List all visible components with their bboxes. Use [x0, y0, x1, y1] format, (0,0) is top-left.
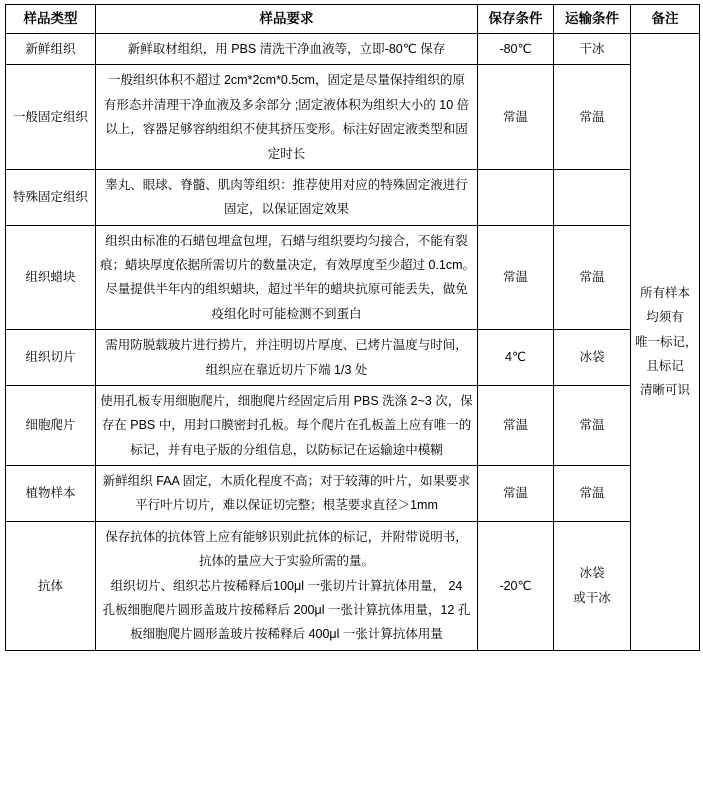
requirement-line: 抗体的量应大于实验所需的量。 [198, 554, 374, 569]
requirement-line: 平行叶片切片，难以保证切完整；根茎要求直径＞1mm [135, 498, 438, 513]
table-row [6, 466, 700, 522]
cell-storage-condition [478, 385, 554, 465]
cell-sample-requirement [96, 521, 478, 650]
table-row [6, 225, 700, 330]
requirement-line: 固定，以保证固定效果 [223, 202, 349, 217]
requirement-line: 疫组化时可能检测不到蛋白 [211, 306, 362, 321]
column-header-sample-requirement: 样品要求 [96, 5, 478, 34]
requirement-line: 孔板细胞爬片圆形盖玻片按稀释后 200μl 一张计算抗体用量，12 孔 [102, 602, 471, 617]
requirement-line: 痕；蜡块厚度依据所需切片的数量决定，有效厚度至少超过 0.1cm。 [100, 258, 476, 272]
transport-line: 常温 [579, 270, 605, 285]
transport-line: 常温 [579, 109, 605, 124]
table-row [6, 330, 700, 386]
table-row [6, 65, 700, 170]
cell-storage-condition [478, 169, 554, 225]
table-row [6, 521, 700, 650]
requirement-line: 组织由标准的石蜡包埋盒包埋，石蜡与组织要均匀接合，不能有裂 [105, 233, 468, 248]
cell-storage-condition [478, 521, 554, 650]
cell-sample-type: 特殊固定组织 [6, 169, 96, 225]
transport-line: 冰袋 [579, 350, 605, 365]
table-body [6, 34, 700, 651]
requirement-line: 组织应在靠近切片下端 1/3 处 [205, 362, 368, 377]
table-row [6, 169, 700, 225]
cell-transport-condition [554, 169, 631, 225]
requirement-line: 睾丸、眼球、脊髓、肌肉等组织：推荐使用对应的特殊固定液进行 [105, 177, 468, 192]
cell-sample-requirement [96, 34, 478, 65]
cell-storage-condition [478, 34, 554, 65]
cell-sample-type: 抗体 [6, 521, 96, 650]
storage-line: -80℃ [499, 42, 532, 56]
requirement-line: 标记，并有电子版的分组信息，以防标记在运输途中模糊 [130, 442, 443, 457]
requirement-line: 新鲜组织 FAA 固定，木质化程度不高；对于较薄的叶片，如果要求 [102, 474, 471, 488]
storage-line: 常温 [502, 109, 528, 124]
header-row [6, 5, 700, 34]
storage-line: 常温 [502, 418, 528, 433]
transport-line: 干冰 [579, 42, 605, 56]
requirement-line: 使用孔板专用细胞爬片，细胞爬片经固定后用 PBS 洗涤 2~3 次，保 [100, 393, 473, 408]
cell-storage-condition [478, 466, 554, 522]
transport-line: 或干冰 [573, 590, 611, 605]
cell-sample-requirement [96, 330, 478, 386]
cell-sample-requirement [96, 466, 478, 522]
table-row [6, 34, 700, 65]
cell-transport-condition [554, 466, 631, 522]
requirement-line: 保存抗体的抗体管上应有能够识别此抗体的标记，并附带说明书， [105, 529, 468, 544]
requirement-line: 有形态并清理干净血液及多余部分 ;固定液体积为组织大小的 10 倍 [103, 97, 470, 112]
storage-line: -20℃ [499, 578, 532, 593]
table-row [6, 385, 700, 465]
requirement-line: 定时长 [267, 146, 306, 161]
requirement-line: 需用防脱载玻片进行捞片，并注明切片厚度、已烤片温度与时间， [105, 338, 468, 353]
cell-transport-condition [554, 34, 631, 65]
column-header-transport-condition: 运输条件 [554, 5, 631, 34]
column-header-storage-condition: 保存条件 [478, 5, 554, 34]
requirement-line: 存在 PBS 中，用封口膜密封孔板。每个爬片在孔板盖上应有唯一的 [101, 418, 472, 433]
cell-transport-condition [554, 330, 631, 386]
cell-sample-type: 新鲜组织 [6, 34, 96, 65]
column-header-sample-type: 样品类型 [6, 5, 96, 34]
remark-line: 且标记 [646, 359, 684, 373]
cell-transport-condition [554, 385, 631, 465]
transport-line: 常温 [579, 486, 605, 501]
cell-sample-type: 植物样本 [6, 466, 96, 522]
cell-remark-merged [631, 34, 700, 651]
cell-transport-condition [554, 225, 631, 330]
cell-sample-requirement [96, 385, 478, 465]
cell-transport-condition [554, 521, 631, 650]
cell-sample-requirement [96, 169, 478, 225]
cell-sample-type: 组织切片 [6, 330, 96, 386]
transport-line: 常温 [579, 418, 605, 433]
cell-sample-requirement [96, 225, 478, 330]
cell-sample-type: 组织蜡块 [6, 225, 96, 330]
cell-storage-condition [478, 330, 554, 386]
requirement-line: 尽量提供半年内的组织蜡块，超过半年的蜡块抗原可能丢失，做免 [105, 282, 468, 297]
storage-line: 4℃ [505, 350, 526, 365]
column-header-remark: 备注 [631, 5, 700, 34]
requirement-line: 新鲜取材组织，用 PBS 清洗干净血液等，立即-80℃ 保存 [127, 42, 446, 56]
requirement-line: 一般组织体积不超过 2cm*2cm*0.5cm，固定是尽量保持组织的原 [108, 73, 465, 88]
storage-line: 常温 [502, 270, 528, 285]
cell-storage-condition [478, 65, 554, 170]
requirement-line: 组织切片、组织芯片按稀释后100μl 一张切片计算抗体用量， 24 [110, 578, 463, 593]
transport-line: 冰袋 [579, 566, 605, 581]
remark-line: 均须有 [646, 310, 684, 325]
cell-sample-type: 一般固定组织 [6, 65, 96, 170]
cell-sample-requirement [96, 65, 478, 170]
table-header [6, 5, 700, 34]
cell-sample-type: 细胞爬片 [6, 385, 96, 465]
sample-requirements-table [5, 4, 700, 651]
storage-line: 常温 [502, 486, 528, 501]
cell-storage-condition [478, 225, 554, 330]
requirement-line: 以上，容器足够容纳组织不使其挤压变形。标注好固定液类型和固 [105, 122, 468, 137]
cell-transport-condition [554, 65, 631, 170]
remark-line: 唯一标记， [635, 334, 698, 349]
requirement-line: 板细胞爬片圆形盖玻片按稀释后 400μl 一张计算抗体用量 [130, 627, 443, 642]
remark-line: 清晰可识 [639, 383, 690, 398]
remark-line: 所有样本 [639, 285, 690, 300]
